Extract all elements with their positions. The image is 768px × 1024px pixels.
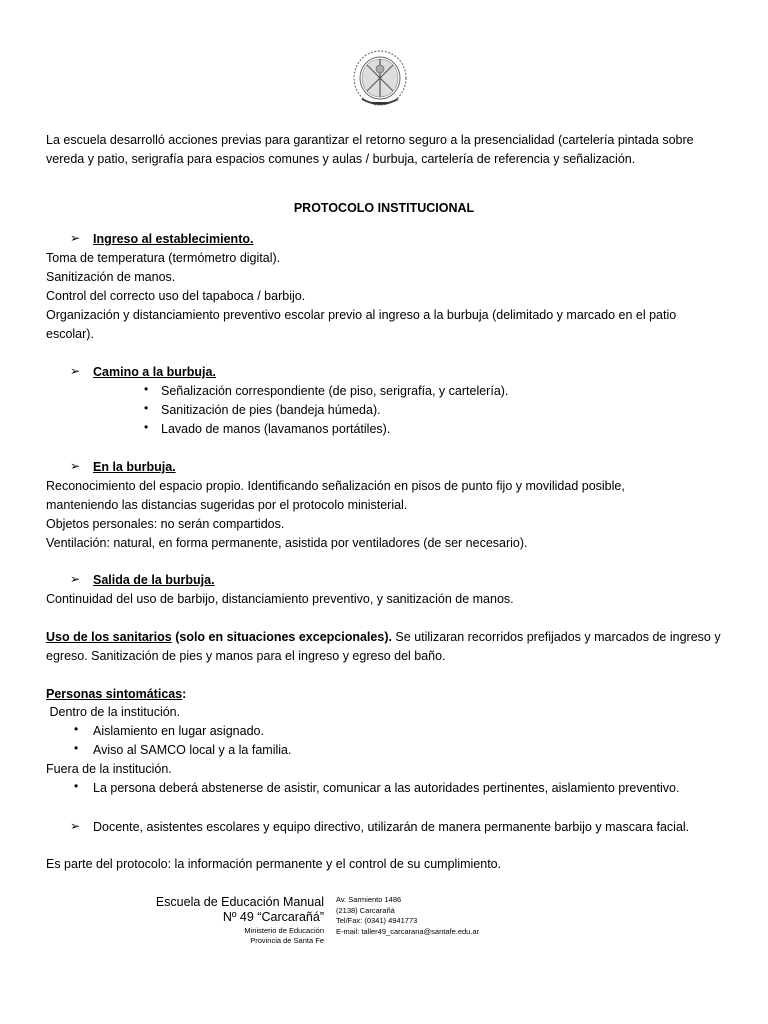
arrow-bullet-icon: ➢ [70,819,81,833]
footer-school-number: Nº 49 “Carcarañá” [222,910,324,924]
round-bullet-icon: • [144,420,149,434]
footer-contact-block [336,895,479,937]
sintomaticas-heading-line [46,685,186,704]
sanitarios-heading: Uso de los sanitarios [46,630,172,644]
sintomaticas-heading: Personas sintomáticas [46,687,183,701]
camino-bullet: Señalización correspondiente (de piso, serigrafía, y cartelería). [161,384,509,398]
docente-line: Docente, asistentes escolares y equipo directivo, utilizarán de manera permanente barbijo y mascara facial. [93,820,690,834]
footer-province: Provincia de Santa Fe [250,936,324,945]
footer-phone: Tel/Fax: (0341) 4941773 [336,916,418,925]
section-heading-ingreso: Ingreso al establecimiento. [93,232,254,246]
en-burbuja-line: Reconocimiento del espacio propio. Identificando señalización en pisos de punto fijo y movilidad posible, manteniendo las distancias sugeridas por el protocolo ministerial. [46,479,625,512]
round-bullet-icon: • [74,779,79,793]
footer-email: E-mail: taller49_carcarana@santafe.edu.ar [336,926,480,936]
sanitarios-text: Se utilizaran recorridos prefijados y marcados de ingreso y egreso. Sanitización de pies y manos para el ingreso y egreso del baño. [46,630,721,663]
round-bullet-icon: • [144,382,149,396]
arrow-bullet-icon: ➢ [70,231,81,245]
arrow-bullet-icon: ➢ [70,364,81,378]
ingreso-line: Sanitización de manos. [46,270,176,284]
salida-line: Continuidad del uso de barbijo, distanciamiento preventivo, y sanitización de manos. [46,592,514,606]
ingreso-line: Control del correcto uso del tapaboca / barbijo. [46,289,306,303]
closing-line: Es parte del protocolo: la información permanente y el control de su cumplimiento. [46,857,502,871]
document-title: PROTOCOLO INSTITUCIONAL [293,201,475,215]
round-bullet-icon: • [144,401,149,415]
sintomaticas-colon: : [182,687,187,701]
dentro-bullet: Aviso al SAMCO local y a la familia. [93,743,292,757]
round-bullet-icon: • [74,741,79,755]
sintomaticas-dentro: Dentro de la institución. [46,705,181,719]
section-heading-camino: Camino a la burbuja. [93,365,216,379]
camino-bullet: Lavado de manos (lavamanos portátiles). [161,422,391,436]
arrow-bullet-icon: ➢ [70,572,81,586]
footer-school-block [120,895,324,946]
round-bullet-icon: • [74,722,79,736]
section-heading-en-burbuja: En la burbuja. [93,460,176,474]
sanitarios-bold: (solo en situaciones excepcionales). [171,630,392,644]
sanitarios-paragraph [46,628,726,666]
section-heading-salida: Salida de la burbuja. [93,573,215,587]
footer-city: (2138) Carcarañá [336,905,395,915]
fuera-bullet: La persona deberá abstenerse de asistir, comunicar a las autoridades pertinentes, aislamiento preventivo. [93,781,680,795]
sintomaticas-fuera: Fuera de la institución. [46,762,172,776]
en-burbuja-line: Ventilación: natural, en forma permanente, asistida por ventiladores (de ser necesario). [46,536,528,550]
intro-paragraph: La escuela desarrolló acciones previas para garantizar el retorno seguro a la presencialidad (cartelería pintada sobre vereda y patio, serigrafía para espacios comunes y aulas / burbuja, cartelería de referencia y señalización. [46,133,694,166]
footer-school-name: Escuela de Educación Manual [155,895,324,909]
ingreso-line: Organización y distanciamiento preventivo escolar previo al ingreso a la burbuja (delimitado y marcado en el patio escolar). [46,308,677,341]
en-burbuja-line: Objetos personales: no serán compartidos. [46,517,285,531]
arrow-bullet-icon: ➢ [70,459,81,473]
provincial-seal-icon [348,47,412,113]
dentro-bullet: Aislamiento en lugar asignado. [93,724,264,738]
footer-ministry: Ministerio de Educación [244,926,324,935]
ingreso-line: Toma de temperatura (termómetro digital). [46,251,281,265]
camino-bullet: Sanitización de pies (bandeja húmeda). [161,403,381,417]
footer-address: Av. Sarmiento 1486 [336,895,402,904]
